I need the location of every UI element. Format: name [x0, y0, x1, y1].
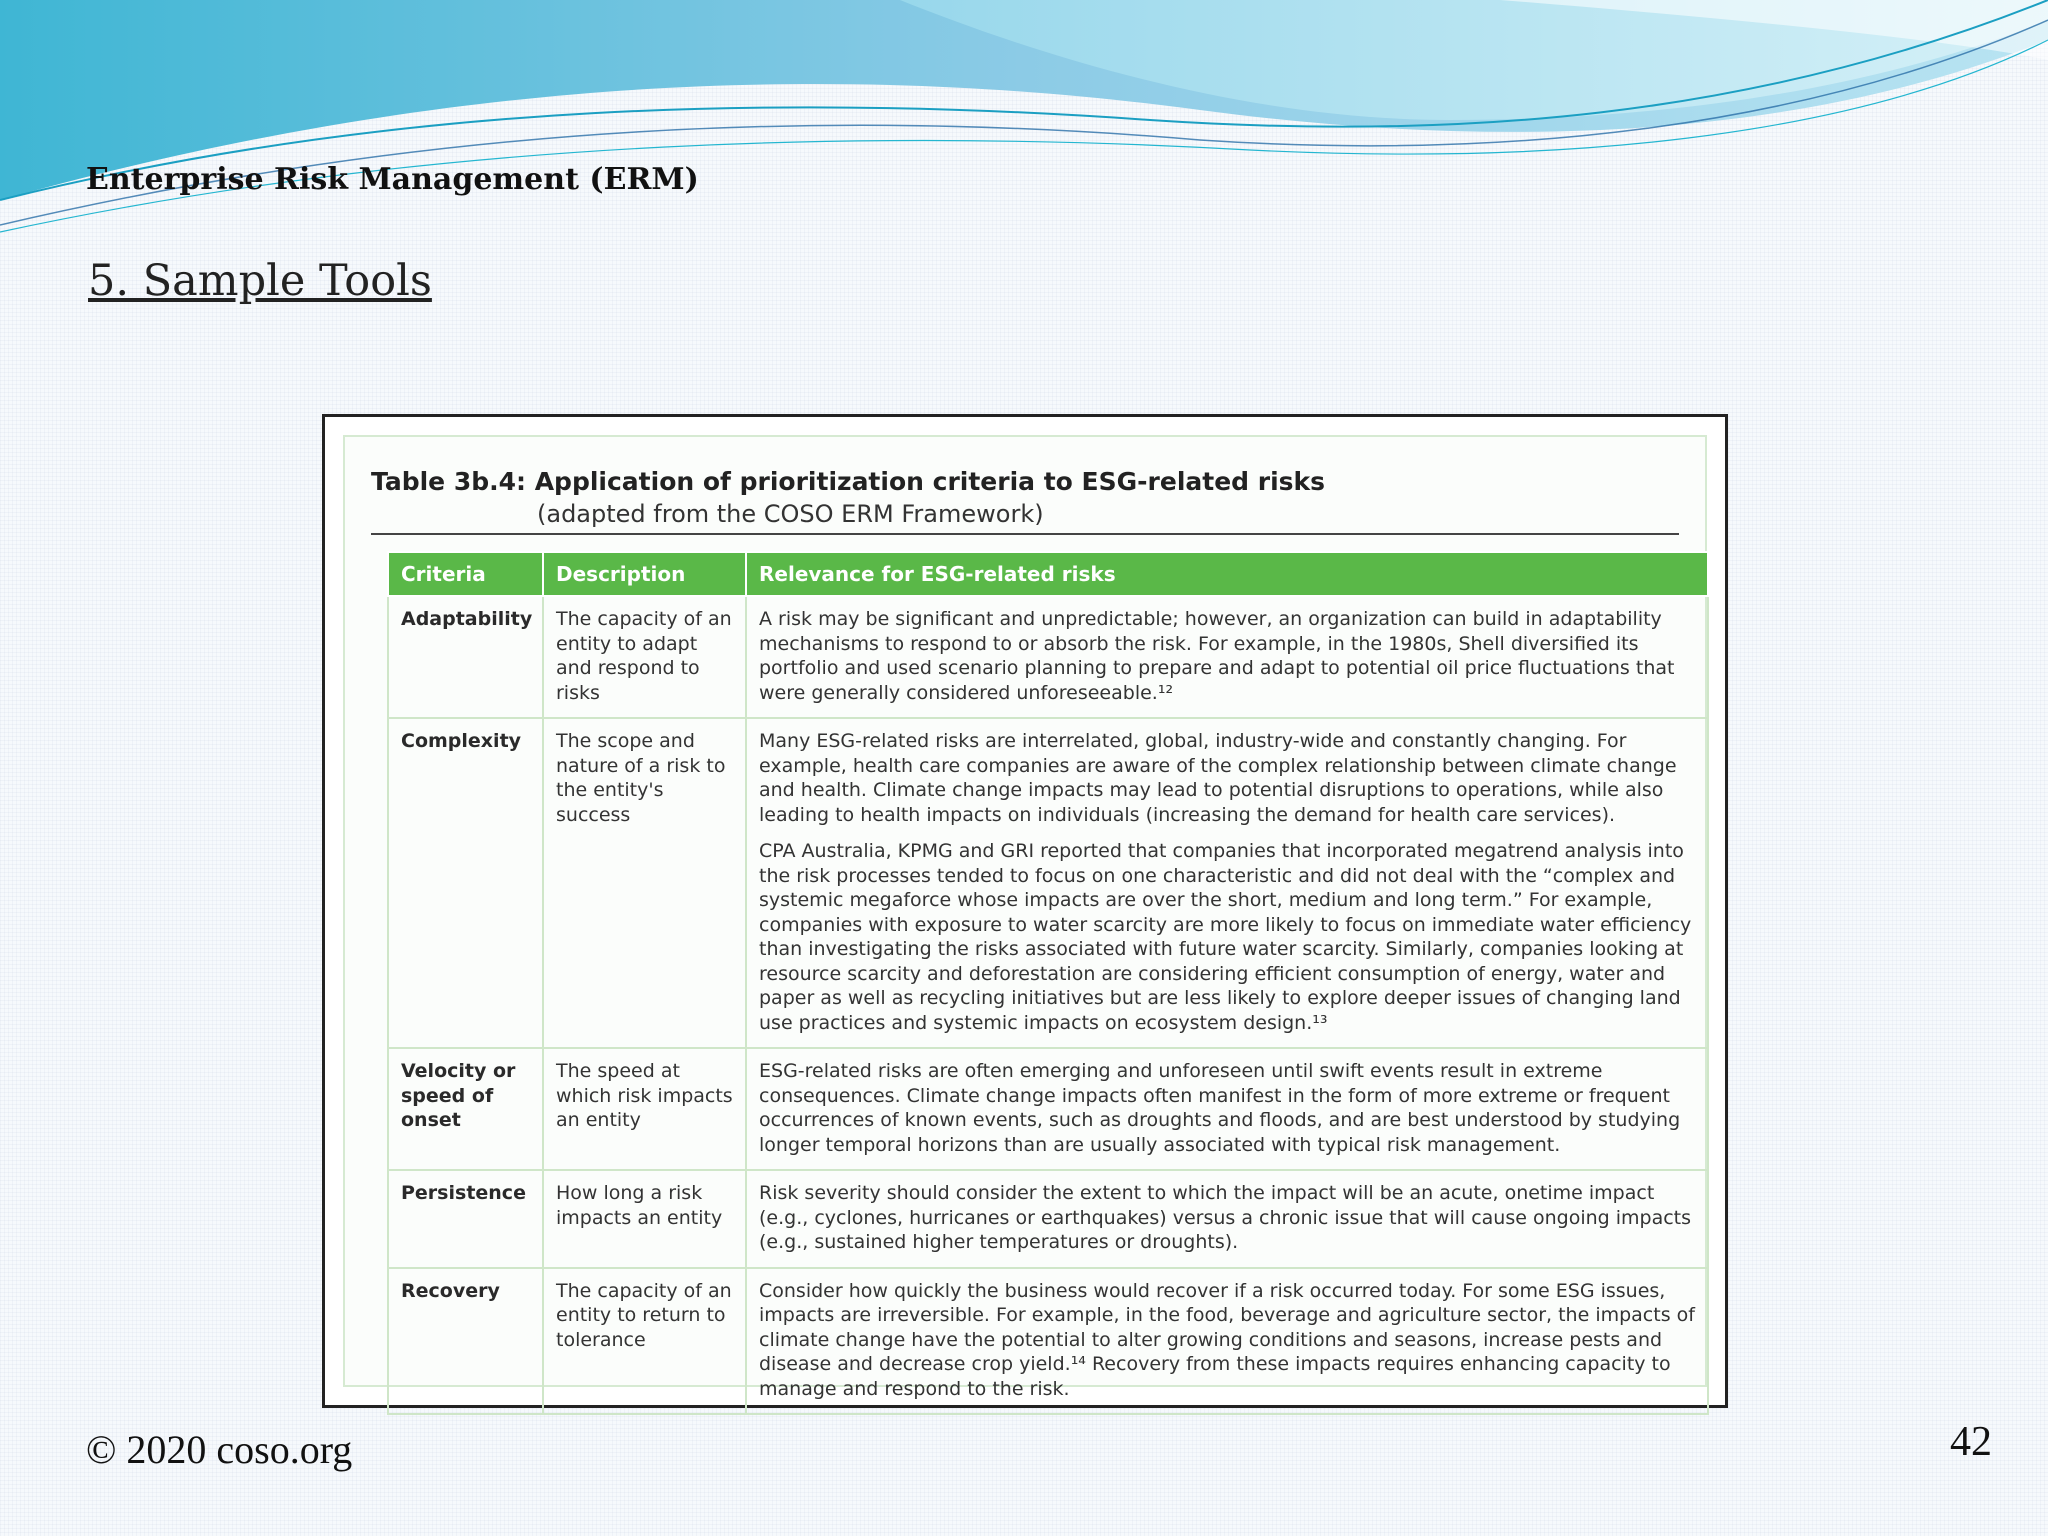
header-title: Enterprise Risk Management (ERM) [86, 162, 699, 197]
relevance-cell: ESG-related risks are often emerging and unforeseen until swift events result in extreme consequences. Climate change impacts often manifest in the form of more extreme or frequent occurrences of known events, such as droughts and floods, and are best understood by studying longer temporal horizons than are usually associated with typical risk management. [746, 1048, 1708, 1170]
copyright-footer: © 2020 coso.org [86, 1427, 353, 1472]
criteria-cell: Recovery [388, 1268, 543, 1415]
table-row [388, 1048, 1708, 1170]
header-description: Description [543, 552, 746, 596]
criteria-cell: Adaptability [388, 596, 543, 718]
table-subtitle: (adapted from the COSO ERM Framework) [537, 500, 1044, 528]
table-row [388, 718, 1708, 1048]
section-title: 5. Sample Tools [88, 256, 432, 306]
description-cell: The capacity of an entity to return to tolerance [543, 1268, 746, 1415]
relevance-cell: Risk severity should consider the extent to which the impact will be an acute, onetime impact (e.g., cyclones, hurricanes or earthquakes) versus a chronic issue that will cause ongoing impacts (e.g., sustained higher temperatures or droughts). [746, 1170, 1708, 1268]
header-relevance: Relevance for ESG-related risks [746, 552, 1708, 596]
relevance-paragraph: Many ESG-related risks are interrelated, global, industry-wide and constantly changing. For example, health care companies are aware of the complex relationship between climate change and health. Climate change impacts may lead to potential disruptions to operations, while also leading to health impacts on individuals (increasing the demand for health care services). [759, 730, 1677, 826]
title-rule [371, 533, 1679, 535]
description-cell: The capacity of an entity to adapt and respond to risks [543, 596, 746, 718]
table-image-frame [322, 414, 1728, 1408]
criteria-cell: Complexity [388, 718, 543, 1048]
relevance-paragraph: CPA Australia, KPMG and GRI reported that companies that incorporated megatrend analysis into the risk processes tended to focus on one characteristic and did not deal with the “complex and systemic megaforce whose impacts are over the short, medium and long term.” For example, companies with exposure to water scarcity are more likely to focus on immediate water efficiency than investigating the risks associated with future water scarcity. Similarly, companies looking at resource scarcity and deforestation are considering efficient consumption of energy, water and paper as well as recycling initiatives but are less likely to explore deeper issues of changing land use practices and systemic impacts on ecosystem design.¹³ [759, 840, 1692, 1034]
header-wave-decoration [0, 0, 2048, 240]
esg-criteria-table [387, 551, 1709, 1415]
table-row [388, 596, 1708, 718]
table-panel [343, 435, 1707, 1400]
criteria-cell: Persistence [388, 1170, 543, 1268]
relevance-cell: Consider how quickly the business would recover if a risk occurred today. For some ESG issues, impacts are irreversible. For example, in the food, beverage and agriculture sector, the impacts of climate change have the potential to alter growing conditions and seasons, increase pests and disease and decrease crop yield.¹⁴ Recovery from these impacts requires enhancing capacity to manage and respond to the risk. [746, 1268, 1708, 1415]
table-row [388, 1268, 1708, 1415]
table-header-row [388, 552, 1708, 596]
table-heading [371, 467, 1325, 528]
page-number: 42 [1950, 1419, 1992, 1465]
table-row [388, 1170, 1708, 1268]
header-criteria: Criteria [388, 552, 543, 596]
description-cell: How long a risk impacts an entity [543, 1170, 746, 1268]
table-title: Table 3b.4: Application of prioritization criteria to ESG-related risks [371, 467, 1326, 496]
description-cell: The scope and nature of a risk to the entity's success [543, 718, 746, 1048]
description-cell: The speed at which risk impacts an entity [543, 1048, 746, 1170]
criteria-cell: Velocity or speed of onset [388, 1048, 543, 1170]
relevance-cell: A risk may be significant and unpredictable; however, an organization can build in adaptability mechanisms to respond to or absorb the risk. For example, in the 1980s, Shell diversified its portfolio and used scenario planning to prepare and adapt to potential oil price fluctuations that were generally considered unforeseeable.¹² [746, 596, 1708, 718]
relevance-cell [746, 718, 1708, 1048]
